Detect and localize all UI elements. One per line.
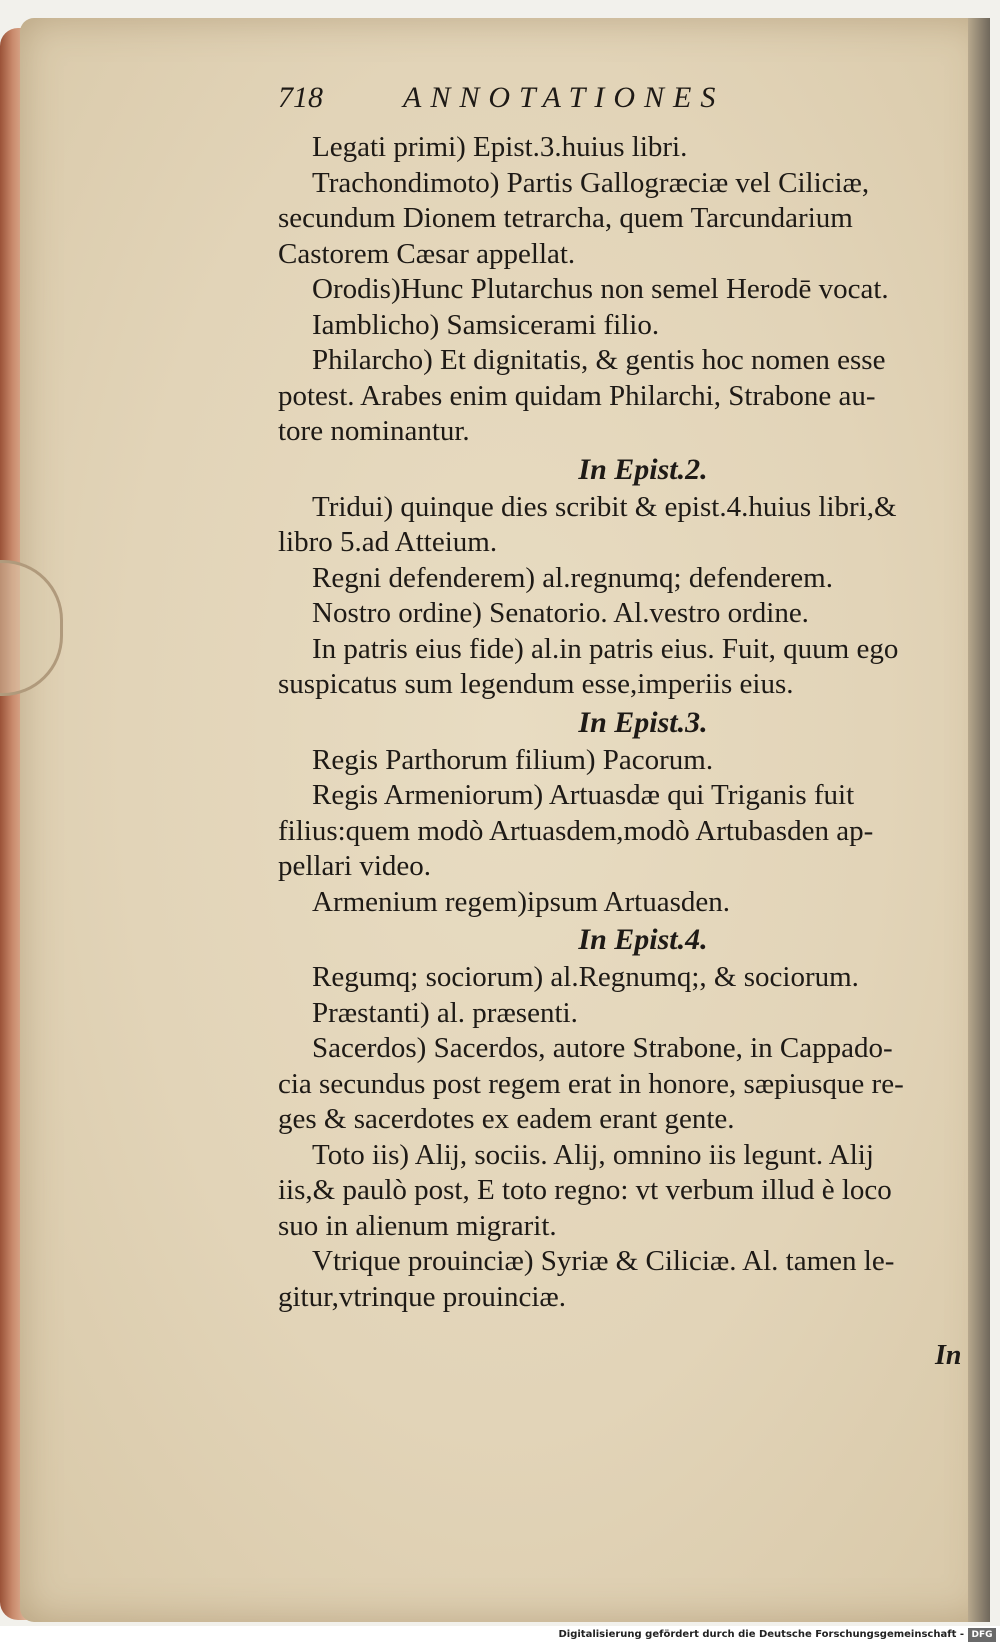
text-line: Præstanti) al. præsenti. — [312, 996, 578, 1029]
text-line: Trachondimoto) Partis Gallogræciæ vel Ciliciæ, — [312, 166, 870, 199]
text-line: filius:quem modò Artuasdem,modò Artubasden ap- — [278, 814, 874, 847]
page-text — [278, 80, 968, 1315]
catchword: In — [935, 1340, 962, 1371]
text-line: iis,& paulò post, E toto regno: vt verbum illud è loco — [278, 1174, 892, 1206]
text-line: suo in alienum migrarit. — [278, 1209, 557, 1242]
text-line: secundum Dionem tetrarcha, quem Tarcundarium — [278, 202, 853, 234]
section-heading-epist-4: In Epist.4. — [578, 923, 708, 956]
text-line: Armenium regem)ipsum Artuasden. — [312, 885, 730, 918]
section-heading-epist-3: In Epist.3. — [578, 705, 708, 739]
text-line: Philarcho) Et dignitatis, & gentis hoc nomen esse — [312, 344, 886, 376]
text-line: Regis Parthorum filium) Pacorum. — [312, 743, 714, 776]
text-line: tore nominantur. — [278, 415, 470, 447]
text-line: suspicatus sum legendum esse,imperiis eius. — [278, 668, 794, 700]
text-line: Regumq; sociorum) al.Regnumq;, & sociorum. — [312, 961, 859, 993]
text-line: ges & sacerdotes ex eadem erant gente. — [278, 1103, 735, 1135]
text-line: Orodis)Hunc Plutarchus non semel Herodē vocat. — [312, 273, 889, 305]
annotations-block-1 — [278, 130, 968, 450]
annotations-block-2 — [278, 490, 968, 703]
text-line: Sacerdos) Sacerdos, autore Strabone, in Cappado- — [312, 1032, 893, 1064]
text-line: pellari video. — [278, 850, 432, 882]
section-heading-epist-2: In Epist.2. — [578, 452, 708, 486]
running-title: ANNOTATIONES — [403, 81, 725, 114]
annotations-block-3 — [278, 743, 968, 921]
text-line: libro 5.ad Atteium. — [278, 526, 498, 558]
page-number: 718 — [278, 81, 323, 114]
text-line: Nostro ordine) Senatorio. Al.vestro ordine. — [312, 597, 809, 629]
text-line: Toto iis) Alij, sociis. Alij, omnino iis legunt. Alij — [312, 1138, 874, 1171]
text-line: Regni defenderem) al.regnumq; defenderem. — [312, 561, 833, 594]
text-line: cia secundus post regem erat in honore, sæpiusque re- — [278, 1067, 904, 1100]
text-line: gitur,vtrinque prouinciæ. — [278, 1280, 566, 1313]
text-line: potest. Arabes enim quidam Philarchi, Strabone au- — [278, 379, 876, 412]
text-line: Regis Armeniorum) Artuasdæ qui Triganis fuit — [312, 779, 855, 811]
footer-credit: Digitalisierung gefördert durch die Deutsche Forschungsgemeinschaft - — [558, 1629, 964, 1640]
text-line: Legati primi) Epist.3.huius libri. — [312, 131, 688, 163]
text-line: Iamblicho) Samsicerami filio. — [312, 308, 660, 341]
running-header — [278, 80, 968, 130]
text-line: Castorem Cæsar appellat. — [278, 237, 576, 270]
annotations-block-4 — [278, 960, 968, 1315]
text-line: Tridui) quinque dies scribit & epist.4.huius libri,& — [312, 490, 897, 523]
text-line: In patris eius fide) al.in patris eius. Fuit, quum ego — [312, 632, 899, 665]
page-fold-shadow — [968, 18, 990, 1622]
text-line: Vtrique prouinciæ) Syriæ & Ciliciæ. Al. tamen le- — [312, 1245, 895, 1277]
dfg-logo: DFG — [968, 1628, 996, 1642]
